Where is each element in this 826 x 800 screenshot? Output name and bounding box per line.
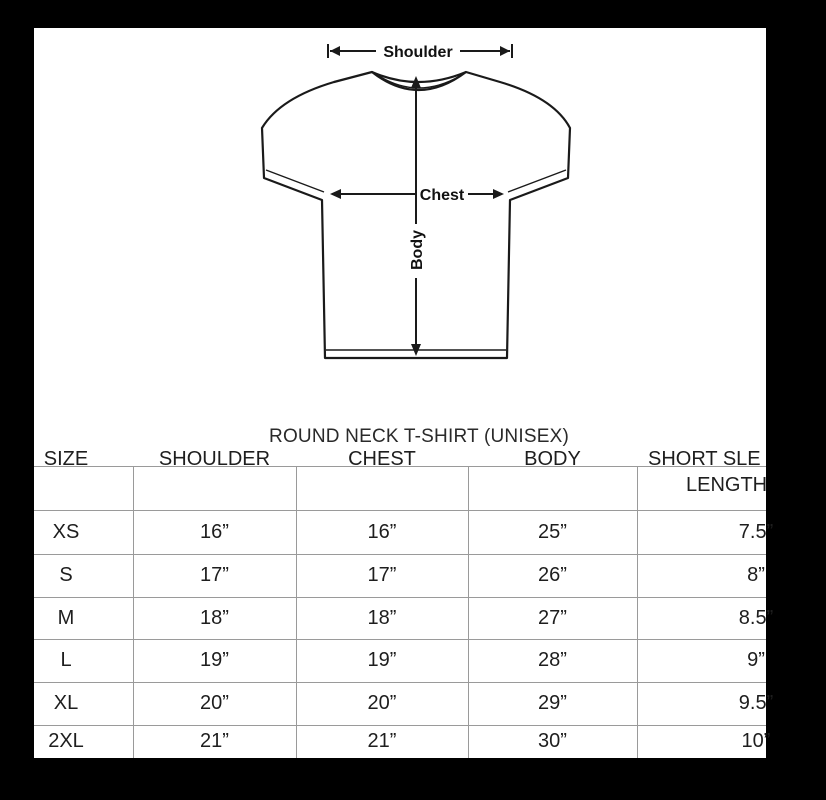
body-label: Body — [409, 230, 426, 270]
chest-label: Chest — [419, 187, 465, 204]
cell-short-sleeve-length: 10” — [741, 730, 771, 752]
table-row — [34, 725, 794, 758]
cell-chest: 17” — [367, 564, 397, 586]
cell-body: 29” — [538, 692, 567, 714]
cell-body: 28” — [538, 649, 567, 671]
header-short-sleeve-line1: SHORT SLE — [648, 448, 761, 470]
cell-chest: 16” — [367, 520, 397, 543]
cell-size: S — [59, 564, 73, 586]
cell-size: 2XL — [48, 730, 84, 752]
cell-shoulder: 21” — [200, 730, 229, 752]
cell-chest: 21” — [367, 730, 397, 752]
cell-chest: 20” — [367, 692, 397, 714]
cell-shoulder: 20” — [200, 692, 229, 714]
size-chart-sheet — [34, 28, 774, 758]
cell-body: 26” — [538, 564, 567, 586]
table-header-row — [34, 438, 794, 510]
header-size: SIZE — [43, 448, 89, 470]
cell-body: 30” — [538, 730, 567, 752]
cell-shoulder: 17” — [200, 564, 229, 586]
header-chest: CHEST — [348, 448, 416, 470]
table-row — [34, 554, 794, 597]
cell-size: XL — [53, 692, 79, 714]
cell-short-sleeve-length: 9.5” — [738, 692, 774, 714]
cell-short-sleeve-length: 7.5” — [738, 520, 774, 543]
header-body: BODY — [524, 448, 581, 470]
cell-chest: 18” — [367, 606, 397, 629]
cell-short-sleeve-length: 8” — [747, 564, 765, 586]
table-row — [34, 597, 794, 639]
cell-size: M — [57, 606, 75, 629]
header-short-sleeve-length — [648, 438, 788, 510]
cell-shoulder: 16” — [200, 520, 229, 543]
table-row — [34, 639, 794, 682]
cell-body: 27” — [538, 606, 567, 629]
table-row — [34, 682, 794, 725]
cell-size: L — [60, 649, 72, 671]
cell-size: XS — [52, 520, 80, 543]
cell-shoulder: 18” — [200, 606, 229, 629]
cell-chest: 19” — [367, 649, 397, 671]
cell-shoulder: 19” — [200, 649, 229, 671]
table-title: ROUND NECK T-SHIRT (UNISEX) — [269, 426, 569, 447]
header-shoulder: SHOULDER — [158, 448, 271, 470]
table-row — [34, 510, 794, 554]
cell-body: 25” — [538, 520, 567, 543]
cell-short-sleeve-length: 9” — [747, 649, 765, 671]
shoulder-label: Shoulder — [383, 44, 453, 61]
header-short-sleeve-line2: LENGTH — [686, 474, 768, 496]
cell-short-sleeve-length: 8.5” — [738, 606, 774, 629]
tshirt-diagram — [34, 28, 766, 408]
